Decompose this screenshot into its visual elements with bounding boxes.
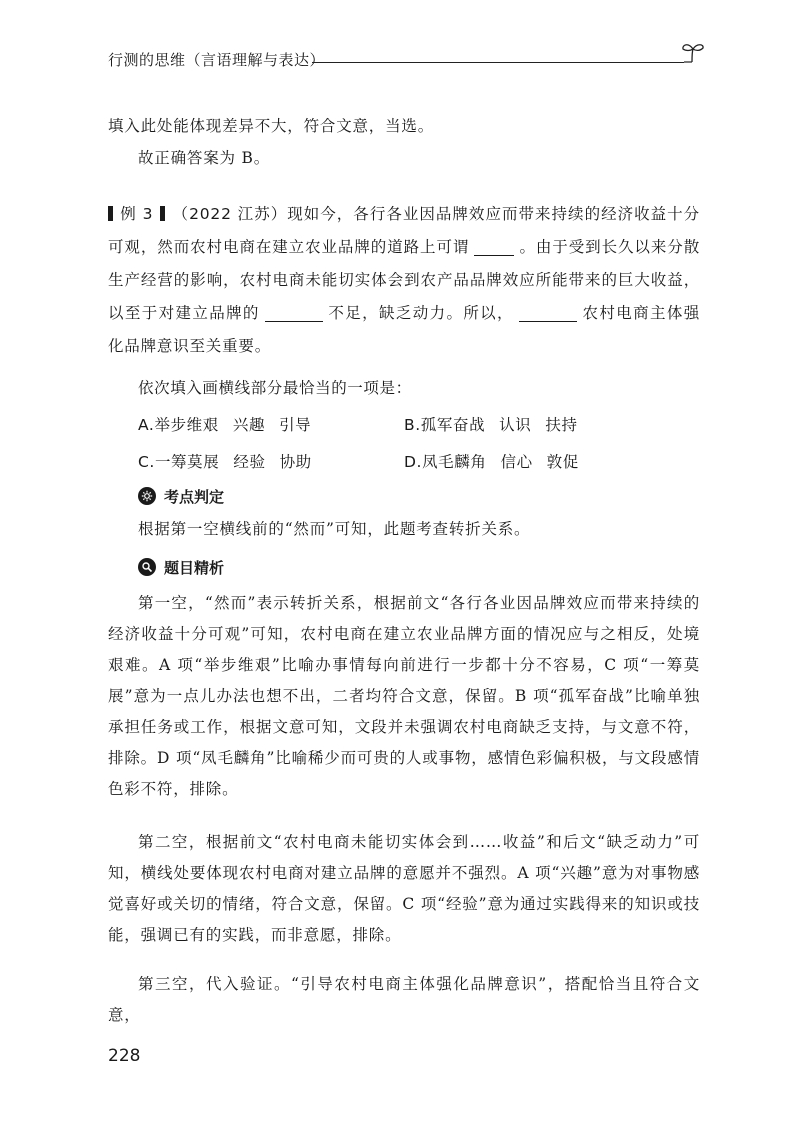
gear-icon <box>138 487 156 505</box>
option-word: 兴趣 <box>232 416 266 434</box>
section-title: 考点判定 <box>164 487 225 506</box>
example-bar-left <box>108 206 113 221</box>
prev-answer-line: 填入此处能体现差异不大，符合文意，当选。 <box>108 117 435 135</box>
option-word: 凤毛麟角 <box>422 453 487 471</box>
example-source: （2022 江苏） <box>172 205 288 223</box>
passage-part-1: 现如今，各行各业因品牌效应而带来持续的经济收益十分可观，然而农村电商在建立农业品牌的道路上可谓 <box>108 205 700 256</box>
option-b <box>404 413 592 435</box>
section-heading-point <box>138 485 224 507</box>
section-title: 题目精析 <box>164 558 225 577</box>
passage-part-2: 。由于受到长久以来分散生产经营的影响，农村电商未能切实体会到农产品品牌效应所能带来的巨大收益，以至于对建立品牌的 <box>108 238 700 322</box>
option-word: 协助 <box>279 453 312 471</box>
option-a <box>138 413 325 435</box>
example-bar-right <box>160 206 165 221</box>
option-word: 扶持 <box>545 416 578 434</box>
analysis-paragraph-1: 第一空，“然而”表示转折关系，根据前文“各行各业因品牌效应而带来持续的经济收益十分可观”可知，农村电商在建立农业品牌方面的情况应与之相反，处境艰难。A 项“举步维艰”比喻办事情每向前进行一步都十分不容易，C 项“一筹莫展”意为一点儿办法也想不出，二者均符合文意，保留。B 项“孤军奋战”比喻单独承担任务或工作，根据文意可知，文段并未强调农村电商缺乏支持，与文意不符，排除。D 项“凤毛麟角”比喻稀少而可贵的人或事物，感情色彩偏积极，与文段感情色彩不符，排除。 <box>108 594 700 798</box>
option-word: 经验 <box>233 453 266 471</box>
option-word: 认识 <box>499 416 532 434</box>
option-c <box>138 450 326 472</box>
prev-answer-conclusion: 故正确答案为 B。 <box>138 149 271 167</box>
option-letter: B. <box>404 416 421 434</box>
option-word: 孤军奋战 <box>420 416 486 434</box>
option-word: 敦促 <box>546 453 579 471</box>
header-rule <box>312 62 684 63</box>
running-header-title: 行测的思维（言语理解与表达） <box>108 51 326 69</box>
analysis-paragraph-2: 第二空，根据前文“农村电商未能切实体会到……收益”和后文“缺乏动力”可知，横线处要体现农村电商对建立品牌的意愿并不强烈。A 项“兴趣”意为对事物感觉喜好或关切的情绪，符合文意，保留。C 项“经验”意为通过实践得来的知识或技能，强调已有的实践，而非意愿，排除。 <box>108 833 700 944</box>
point-text: 根据第一空横线前的“然而”可知，此题考查转折关系。 <box>138 520 531 538</box>
example-passage <box>108 198 700 363</box>
option-letter: D. <box>404 453 423 471</box>
option-word: 信心 <box>500 453 533 471</box>
blank-1 <box>474 237 514 256</box>
section-heading-analysis <box>138 556 224 578</box>
magnifier-icon <box>138 558 156 576</box>
blank-3 <box>519 303 577 322</box>
question-prompt: 依次填入画横线部分最恰当的一项是： <box>138 379 412 397</box>
page-number: 228 <box>108 1046 141 1066</box>
option-word: 引导 <box>279 416 312 434</box>
option-d <box>404 450 593 472</box>
example-label: 例 3 <box>120 205 154 223</box>
sprout-icon <box>680 40 706 64</box>
passage-part-3: 不足，缺乏动力。所以， <box>327 304 514 322</box>
passage-part-4: 农村电商主体强化品牌意识至关重要。 <box>108 304 700 355</box>
option-word: 举步维艰 <box>154 416 219 434</box>
blank-2 <box>265 303 323 322</box>
analysis-paragraph-3: 第三空，代入验证。“引导农村电商主体强化品牌意识”，搭配恰当且符合文意， <box>108 975 700 1024</box>
option-letter: A. <box>138 416 155 434</box>
option-letter: C. <box>138 453 155 471</box>
option-word: 一筹莫展 <box>154 453 220 471</box>
